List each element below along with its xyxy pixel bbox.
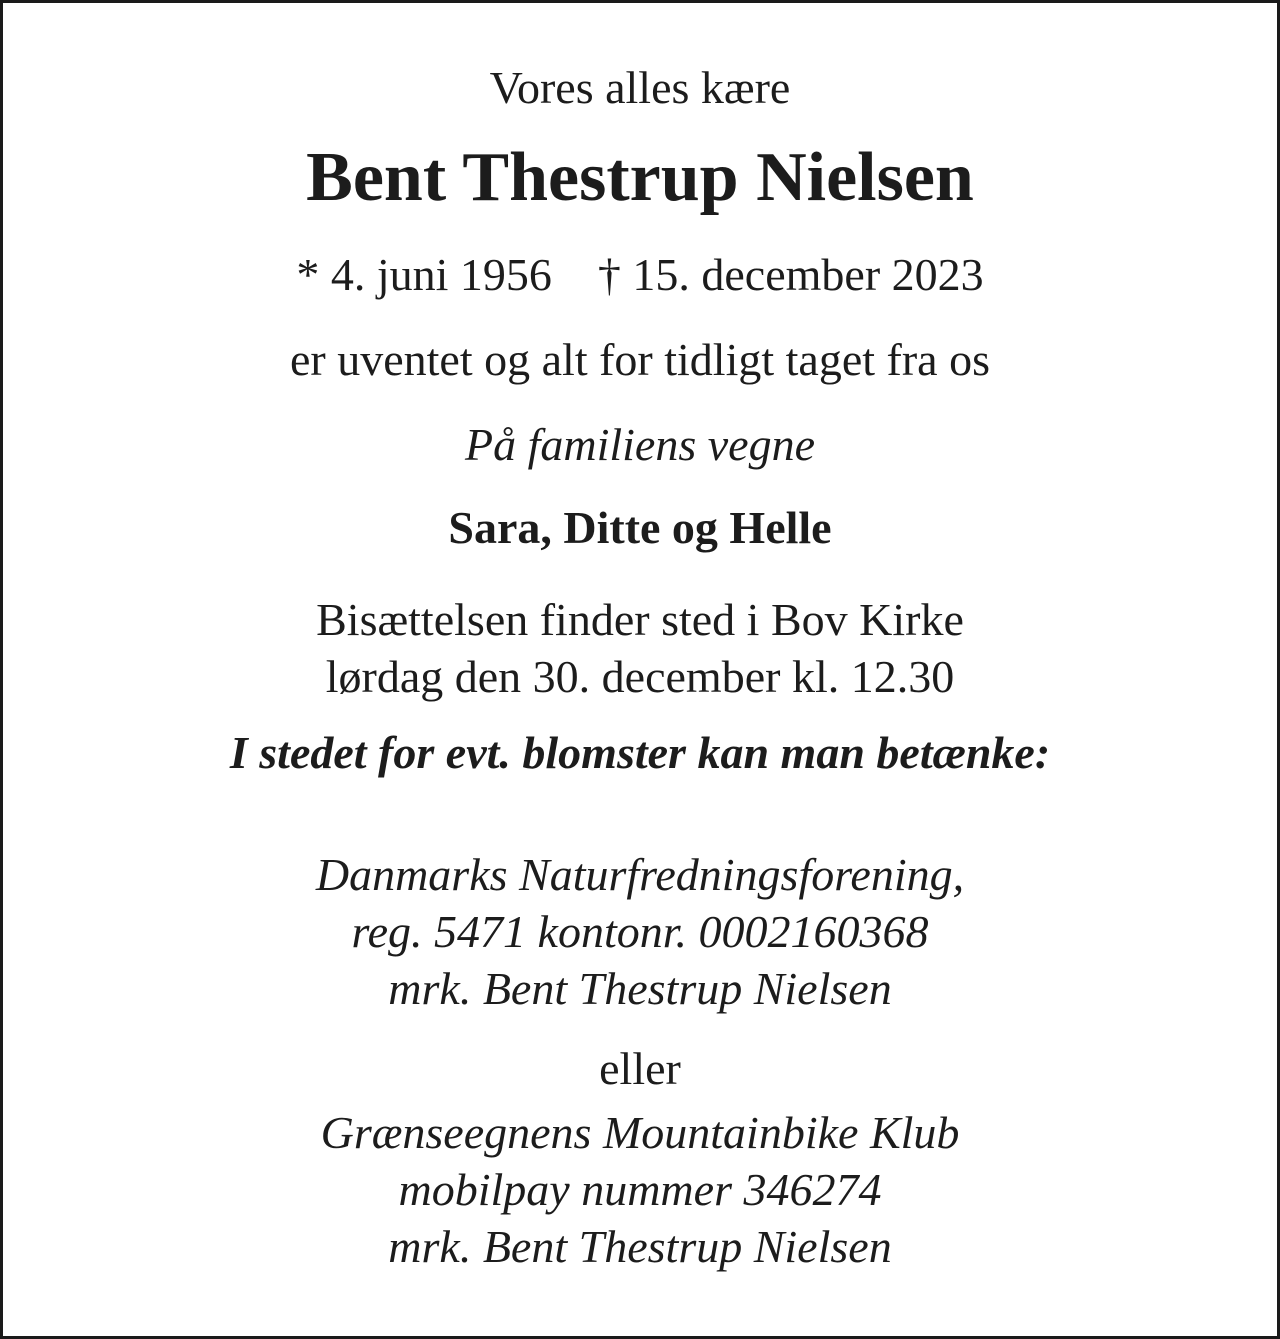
deceased-name: Bent Thestrup Nielsen <box>306 139 974 216</box>
donation-2-mobilepay: mobilpay nummer 346274 <box>398 1164 882 1215</box>
donation-option-2 <box>3 1104 1277 1275</box>
donation-2-org: Grænseegnens Mountainbike Klub <box>320 1107 960 1158</box>
on-behalf-text: På familiens vegne <box>464 419 815 470</box>
donation-heading: I stedet for evt. blomster kan man betænke: <box>229 727 1051 778</box>
or-separator: eller <box>599 1043 681 1094</box>
ceremony-place: Bisættelsen finder sted i Bov Kirke <box>316 594 964 645</box>
donation-1-org: Danmarks Naturfredningsforening, <box>315 849 965 900</box>
ceremony-info <box>3 591 1277 705</box>
donation-1-account: reg. 5471 kontonr. 0002160368 <box>351 906 929 957</box>
signers: Sara, Ditte og Helle <box>448 502 832 553</box>
death-date: † 15. december 2023 <box>597 249 984 300</box>
life-dates <box>3 249 1277 300</box>
donation-2-reference: mrk. Bent Thestrup Nielsen <box>388 1221 892 1272</box>
ceremony-time: lørdag den 30. december kl. 12.30 <box>325 651 955 702</box>
intro-text: Vores alles kære <box>489 62 791 113</box>
donation-1-reference: mrk. Bent Thestrup Nielsen <box>388 963 892 1014</box>
donation-option-1 <box>3 846 1277 1017</box>
birth-date: * 4. juni 1956 <box>296 249 552 300</box>
passing-phrase: er uventet og alt for tidligt taget fra os <box>290 334 990 385</box>
